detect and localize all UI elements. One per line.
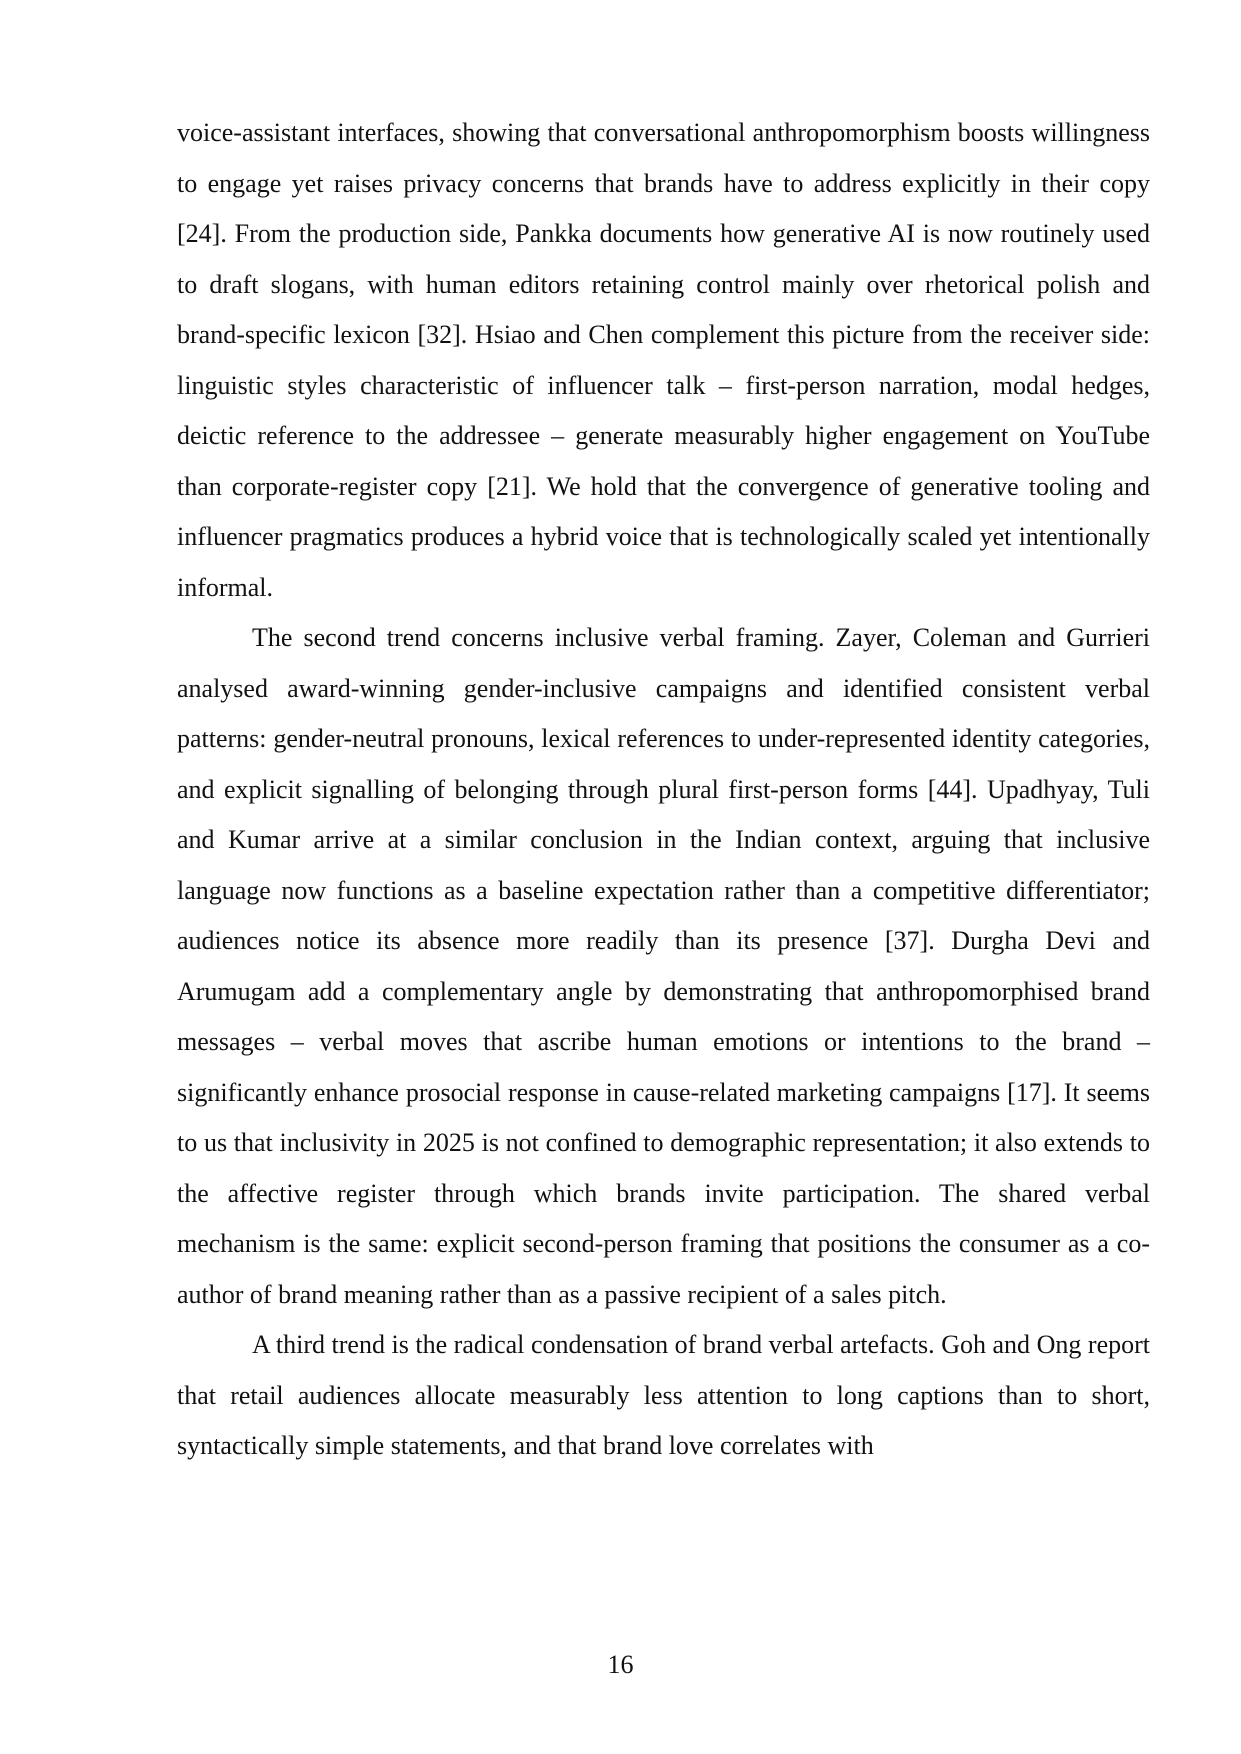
- page-number: 16: [607, 1650, 634, 1679]
- page-body: [177, 108, 1150, 1472]
- paragraph-voice-assistant: voice-assistant interfaces, showing that conversational anthropomorphism boosts willingness to engage yet raises privacy concerns that brands have to address explicitly in their copy [24]. From the production side, Pankka documents how generative AI is now routinely used to draft slogans, with human editors retaining control mainly over rhetorical polish and brand-specific lexicon [32]. Hsiao and Chen complement this picture from the receiver side: linguistic styles characteristic of influencer talk – first-person narration, modal hedges, deictic reference to the addressee – generate measurably higher engagement on YouTube than corporate-register copy [21]. We hold that the convergence of generative tooling and influencer pragmatics produces a hybrid voice that is technologically scaled yet intentionally informal.: [177, 118, 1150, 602]
- paragraph-inclusive-framing: The second trend concerns inclusive verbal framing. Zayer, Coleman and Gurrieri analysed award-winning gender-inclusive campaigns and identified consistent verbal patterns: gender-neutral pronouns, lexical references to under-represented identity categories, and explicit signalling of belonging through plural first-person forms [44]. Upadhyay, Tuli and Kumar arrive at a similar conclusion in the Indian context, arguing that inclusive language now functions as a baseline expectation rather than a competitive differentiator; audiences notice its absence more readily than its presence [37]. Durgha Devi and Arumugam add a complementary angle by demonstrating that anthropomorphised brand messages – verbal moves that ascribe human emotions or intentions to the brand – significantly enhance prosocial response in cause-related marketing campaigns [17]. It seems to us that inclusivity in 2025 is not confined to demographic representation; it also extends to the affective register through which brands invite participation. The shared verbal mechanism is the same: explicit second-person framing that positions the consumer as a co-author of brand meaning rather than as a passive recipient of a sales pitch.: [177, 623, 1150, 1309]
- paragraph-condensation: A third trend is the radical condensation of brand verbal artefacts. Goh and Ong report that retail audiences allocate measurably less attention to long captions than to short, syntactically simple statements, and that brand love correlates with: [177, 1330, 1150, 1460]
